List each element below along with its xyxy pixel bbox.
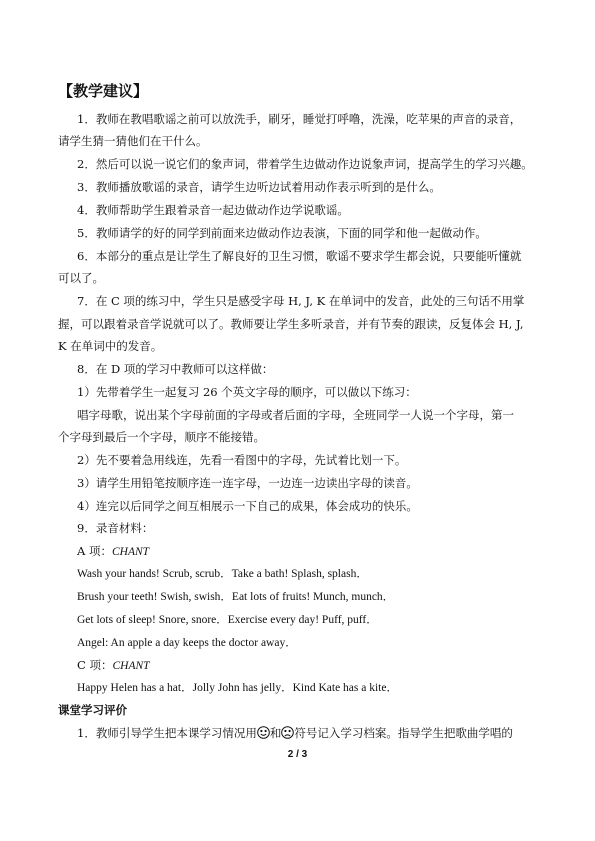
- chant-c-line-1: Happy Helen has a hat．Jolly John has jelly．Kind Kate has a kite．: [77, 682, 398, 694]
- item-7-line-1: 7．在 C 项的练习中，学生只是感受字母 H, J, K 在单词中的发音，此处的三句话不用掌: [77, 294, 525, 308]
- evaluation-text-part-2: 和: [269, 726, 282, 740]
- item-6-line-2: 可以了。: [58, 271, 104, 285]
- item-4: 4．教师帮助学生跟着录音一起边做动作边学说歌谣。: [77, 203, 349, 217]
- item-2: 2．然后可以说一说它们的象声词，带着学生边做动作边说象声词，提高学生的学习兴趣。: [77, 157, 533, 171]
- item-9: 9．录音材料：: [77, 521, 154, 535]
- item-8-step-1-detail-line-1: 唱字母歌，说出某个字母前面的字母或者后面的字母，全班同学一人说一个字母，第一: [77, 408, 514, 422]
- chant-a-header: [77, 544, 149, 559]
- item-8-step-1-detail-line-2: 个字母到最后一个字母，顺序不能接错。: [58, 430, 265, 444]
- item-7-line-3: K 在单词中的发音。: [58, 339, 163, 353]
- chant-a-label: A 项：: [77, 544, 112, 558]
- item-7-line-2: 握，可以跟着录音学说就可以了。教师要让学生多听录音，并有节奏的跟读，反复体会 H, J,: [58, 317, 524, 331]
- chant-a-line-2: Brush your teeth! Swish, swish．Eat lots of fruits! Munch, munch．: [77, 591, 395, 603]
- smiley-face-icon: [257, 726, 270, 739]
- item-8-step-3: 3）请学生用铅笔按顺序连一连字母，一边连一边读出字母的读音。: [77, 476, 418, 490]
- chant-a-line-1: Wash your hands! Scrub, scrub．Take a bath! Splash, splash．: [77, 568, 368, 580]
- page-number: 2 / 3: [287, 749, 308, 760]
- item-1-line-2: 请学生猜一猜他们在干什么。: [58, 134, 208, 148]
- sad-face-icon: [281, 726, 294, 739]
- item-8-step-4: 4）连完以后同学之间互相展示一下自己的成果，体会成功的快乐。: [77, 499, 418, 513]
- chant-c-title: CHANT: [112, 660, 150, 672]
- item-3: 3．教师播放歌谣的录音，请学生边听边试着用动作表示听到的是什么。: [77, 180, 441, 194]
- evaluation-title: 课堂学习评价: [58, 703, 127, 717]
- item-8: 8．在 D 项的学习中教师可以这样做：: [77, 362, 274, 376]
- item-6-line-1: 6．本部分的重点是让学生了解良好的卫生习惯，歌谣不要求学生都会说，只要能听懂就: [77, 249, 522, 263]
- chant-a-line-3: Get lots of sleep! Snore, snore．Exercise every day! Puff, puff．: [77, 614, 378, 626]
- chant-a-title: CHANT: [111, 546, 150, 558]
- chant-c-label: C 项：: [77, 658, 113, 672]
- chant-a-line-4: Angel: An apple a day keeps the doctor away．: [77, 637, 297, 649]
- section-title: 【教学建议】: [58, 82, 149, 100]
- evaluation-text-part-1: 1．教师引导学生把本课学习情况用: [77, 726, 257, 740]
- item-8-step-1: 1）先带着学生一起复习 26 个英文字母的顺序，可以做以下练习：: [77, 385, 417, 399]
- item-5: 5．教师请学的好的同学到前面来边做动作边表演，下面的同学和他一起做动作。: [77, 226, 487, 240]
- item-8-step-2: 2）先不要着急用线连，先看一看图中的字母，先试着比划一下。: [77, 453, 407, 467]
- evaluation-text-part-3: 符号记入学习档案。指导学生把歌曲学唱的: [294, 726, 513, 740]
- evaluation-item-1: [77, 726, 513, 740]
- chant-c-header: [77, 658, 150, 673]
- item-1-line-1: 1．教师在教唱歌谣之前可以放洗手，刷牙，睡觉打呼噜，洗澡，吃苹果的声音的录音，: [77, 112, 522, 126]
